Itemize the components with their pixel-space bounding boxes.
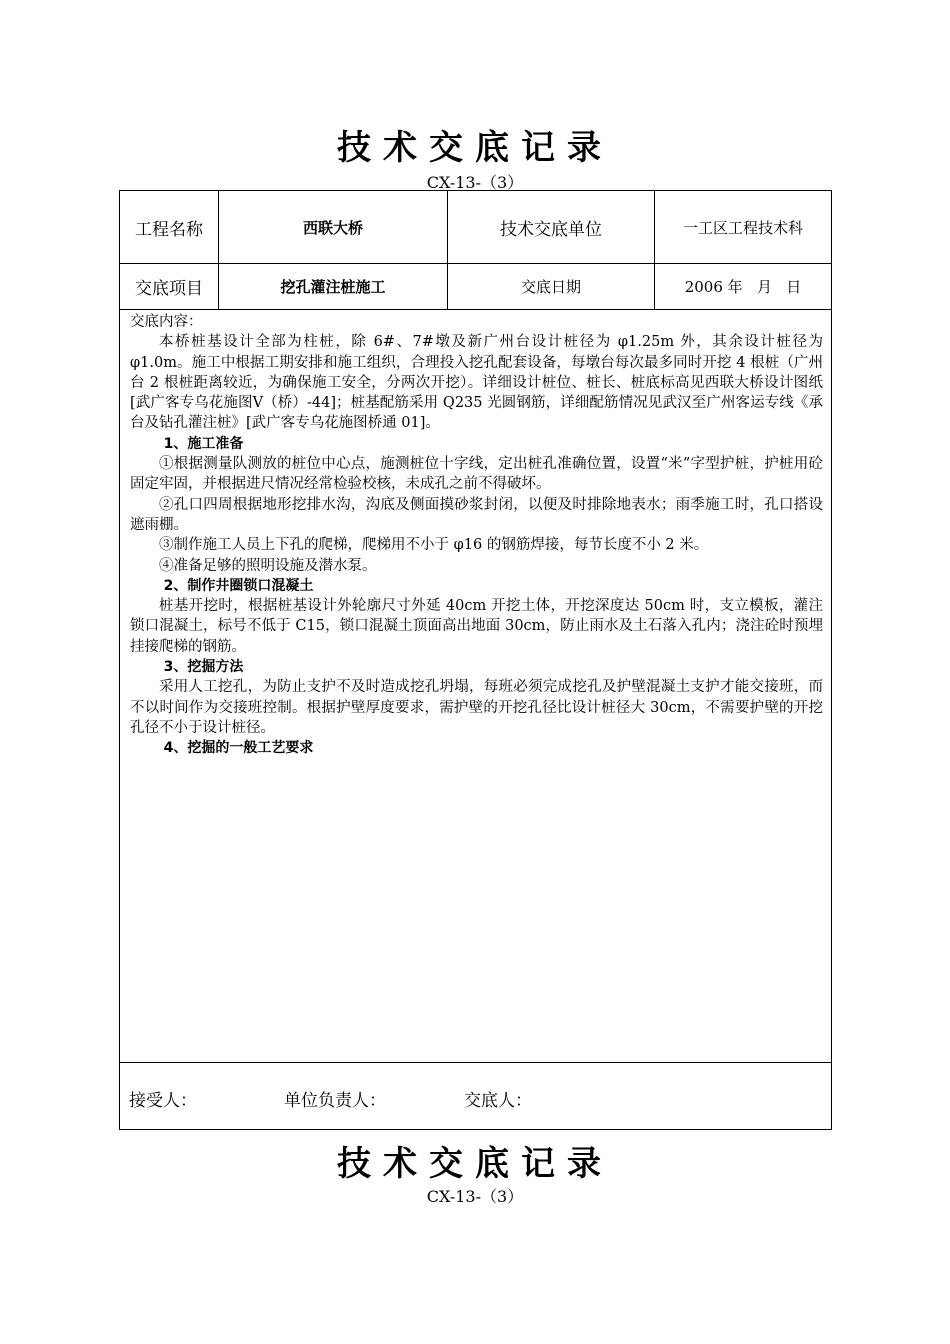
section-heading: 3、挖掘方法 bbox=[163, 659, 244, 676]
section-paragraph: ②孔口四周根据地形挖排水沟，沟底及侧面摸砂浆封闭，以便及时排除地表水；雨季施工时，孔口搭设遮雨棚。 bbox=[130, 496, 823, 533]
project-name-label: 工程名称 bbox=[135, 219, 203, 240]
receiver-signature: 接受人： bbox=[129, 1091, 197, 1111]
disclosure-content bbox=[130, 312, 823, 759]
form-code: CX-13-（3） bbox=[426, 173, 524, 192]
content-label: 交底内容： bbox=[130, 314, 203, 330]
form-code-repeat: CX-13-（3） bbox=[426, 1187, 524, 1206]
section-heading: 4、挖掘的一般工艺要求 bbox=[163, 740, 314, 757]
section-paragraph: 采用人工挖孔，为防止支护不及时造成挖孔坍塌，每班必须完成挖孔及护壁混凝土支护才能交接班，而不以时间作为交接班控制。根据护壁厚度要求，需护壁的开挖孔径比设计桩径大 30cm，不需要护壁的开挖孔径不小于设计桩径。 bbox=[130, 679, 823, 736]
section-paragraph: ③制作施工人员上下孔的爬梯，爬梯用不小于 φ16 的钢筋焊接，每节长度不小 2 米。 bbox=[159, 537, 709, 554]
section-heading: 2、制作井圈锁口混凝土 bbox=[163, 577, 314, 594]
section-paragraph: ①根据测量队测放的桩位中心点，施测桩位十字线，定出桩孔准确位置，设置“米”字型护桩，护桩用砼固定牢固，并根据进尺情况经常检验校核，未成孔之前不得破坏。 bbox=[130, 456, 823, 493]
page-title: 技术交底记录 bbox=[337, 128, 613, 168]
unit-head-signature: 单位负责人： bbox=[284, 1091, 386, 1111]
date-label: 交底日期 bbox=[520, 278, 581, 296]
section-paragraph: 桩基开挖时，根据桩基设计外轮廓尺寸外延 40cm 开挖土体，开挖深度达 50cm 时，支立模板，灌注锁口混凝土，标号不低于 C15，锁口混凝土顶面高出地面 30cm，防止雨水及土石落入孔内；浇注砼时预埋挂接爬梯的钢筋。 bbox=[130, 598, 823, 655]
section-heading: 1、施工准备 bbox=[163, 435, 244, 452]
section-paragraph: ④准备足够的照明设施及潜水泵。 bbox=[159, 557, 377, 574]
discloser-signature: 交底人： bbox=[464, 1091, 532, 1111]
item-label: 交底项目 bbox=[135, 279, 203, 299]
project-name-value: 西联大桥 bbox=[302, 218, 363, 237]
page-title-repeat: 技术交底记录 bbox=[337, 1144, 613, 1184]
date-value: 2006 年 月 日 bbox=[684, 278, 802, 296]
item-value: 挖孔灌注桩施工 bbox=[280, 278, 386, 296]
intro-paragraph: 本桥桩基设计全部为柱桩，除 6#、7#墩及新广州台设计桩径为 φ1.25m 外，其余设计桩径为 φ1.0m。施工中根据工期安排和施工组织，合理投入挖孔配套设备，每墩台每次最多同时开挖 4 根桩（广州台 2 根桩距离较近，为确保施工安全，分两次开挖）。详细设计桩位、桩长、桩底标高见西联大桥设计图纸[武广客专乌花施图Ⅴ（桥）-44]；桩基配筋采用 Q235 光圆钢筋，详细配筋情况见武汉至广州客运专线《承台及钻孔灌注桩》[武广客专乌花施图桥通 01]。 bbox=[130, 334, 823, 432]
row-divider bbox=[120, 309, 831, 310]
unit-label: 技术交底单位 bbox=[500, 219, 602, 240]
row-divider bbox=[120, 1062, 831, 1063]
unit-value: 一工区工程技术科 bbox=[682, 218, 803, 237]
disclosure-form-table bbox=[119, 190, 832, 1130]
